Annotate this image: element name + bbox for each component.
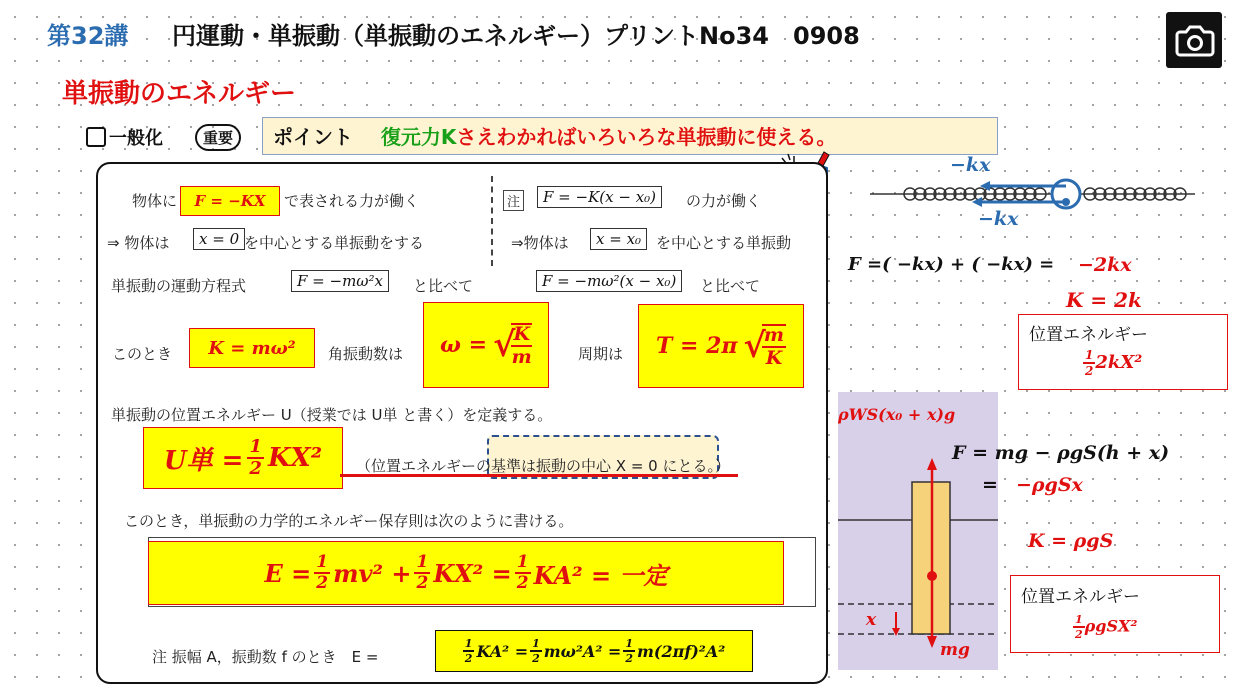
period-label: 周期は	[578, 345, 624, 363]
omega-lhs: ω =	[440, 332, 488, 358]
k-equation: K = mω²	[189, 328, 315, 368]
half-num-a1: 1	[464, 637, 473, 650]
half-num-a2: 1	[532, 637, 540, 650]
buoyant-force-label: ρWS(x₀ + x)g	[838, 405, 956, 424]
spring-pe-label: 位置エネルギー	[1029, 325, 1148, 345]
half-den-2: 2	[416, 573, 429, 593]
center-prefix: ⇒ 物体は	[107, 234, 170, 252]
u-rhs: KX²	[267, 443, 323, 473]
amplitude-equation-box	[435, 630, 753, 672]
force-equation: F = −KX	[180, 186, 280, 216]
spring-pe-den: 2	[1085, 364, 1094, 378]
kx-bottom-label: −kx	[978, 208, 1019, 230]
buoyancy-pe-label: 位置エネルギー	[1021, 587, 1140, 607]
potential-definition: 単振動の位置エネルギー U（授業では U単 と書く）を定義する。	[111, 406, 553, 424]
center-equation: x = 0	[193, 228, 245, 250]
spring-force-result: −2kx	[1078, 254, 1132, 276]
half-den-3: 2	[516, 573, 529, 593]
omega-denominator: m	[511, 346, 532, 368]
buoyancy-force-eq: F = mg − ρgS(h + x)	[952, 442, 1170, 464]
center2-equation: x = x₀	[590, 228, 647, 250]
force-prefix: 物体に	[132, 192, 178, 210]
center2-suffix: を中心とする単振動	[656, 234, 792, 252]
energy-potential: KX² =	[433, 558, 512, 588]
half-den-a1: 2	[464, 652, 473, 665]
amplitude-note: 注 振幅 A，振動数 f のとき E =	[152, 648, 379, 666]
note-mark: 注	[503, 190, 524, 211]
buoyancy-pe-den: 2	[1075, 628, 1083, 641]
motion-label: 単振動の運動方程式	[111, 277, 247, 295]
center2-prefix: ⇒物体は	[511, 234, 569, 252]
point-red-text: さえわかればいろいろな単振動に使える。	[456, 125, 837, 149]
u-denominator: 2	[249, 458, 262, 479]
spring-k-result: K = 2k	[1066, 288, 1142, 312]
energy-kinetic: mv² +	[333, 558, 412, 588]
amp-part2: mω²A² =	[543, 641, 622, 661]
potential-note: （位置エネルギーの基準は振動の中心 X = 0 にとる。）	[356, 457, 730, 475]
red-underline	[340, 474, 738, 477]
camera-icon[interactable]	[1166, 12, 1222, 68]
buoyancy-force-result: −ρgSx	[1016, 474, 1083, 496]
general-label: 一般化	[109, 128, 163, 149]
period-numerator: m	[763, 324, 784, 346]
u-lhs: U単 =	[163, 445, 244, 476]
section-title: 単振動のエネルギー	[62, 79, 297, 109]
point-banner	[262, 117, 998, 155]
half-num-3: 1	[516, 552, 529, 572]
spring-pe-box	[1018, 314, 1228, 390]
mg-label: mg	[940, 640, 970, 660]
half-num-1: 1	[316, 552, 329, 572]
buoyancy-equals: =	[982, 474, 998, 496]
spring-diagram	[870, 162, 1200, 236]
spring-pe-rhs: 2kX²	[1095, 352, 1143, 373]
x-label: x	[866, 610, 877, 630]
half-den-a2: 2	[532, 652, 540, 665]
u-equation-box	[143, 427, 343, 489]
angular-label: 角振動数は	[328, 345, 404, 363]
spring-pe-formula	[1083, 349, 1142, 377]
half-den-1: 2	[316, 573, 329, 593]
buoyancy-pe-box	[1010, 575, 1220, 653]
lecture-number: 第32講	[47, 22, 129, 50]
important-badge: 重要	[195, 124, 241, 151]
half-num-2: 1	[416, 552, 429, 572]
konotoki-label: このとき	[112, 345, 173, 363]
buoyancy-diagram	[838, 392, 1008, 674]
energy-equation-box	[148, 541, 784, 605]
buoyancy-pe-num: 1	[1075, 613, 1083, 626]
center-suffix: を中心とする単振動をする	[244, 234, 425, 252]
point-label: ポイント	[273, 125, 353, 149]
amp-part1: KA² =	[476, 641, 529, 661]
motion-compare: と比べて	[413, 277, 474, 295]
omega-box: ω = √ $\frac{K}{m}$	[423, 302, 549, 388]
amp-part3: m(2πf)²A²	[636, 641, 726, 661]
note-suffix: の力が働く	[686, 192, 762, 210]
motion2-equation: F = −mω²(x − x₀)	[536, 270, 682, 292]
period-box: T = 2π √ $\frac{m}{K}$	[638, 304, 804, 388]
column-divider	[491, 176, 493, 266]
period-lhs: T = 2π	[655, 333, 738, 359]
page-title: 円運動・単振動（単振動のエネルギー）プリントNo34 0908	[172, 22, 860, 50]
conservation-text: このとき，単振動の力学的エネルギー保存則は次のように書ける。	[124, 512, 574, 530]
buoyancy-k-result: K = ρgS	[1028, 530, 1114, 552]
general-heading	[86, 124, 163, 150]
motion-equation: F = −mω²x	[291, 270, 389, 292]
half-den-a3: 2	[625, 652, 633, 665]
energy-constant: KA² = 一定	[533, 560, 668, 590]
energy-lhs: E =	[264, 558, 312, 588]
period-denominator: K	[765, 347, 783, 369]
buoyancy-pe-formula	[1073, 614, 1137, 640]
spring-pe-num: 1	[1085, 348, 1094, 362]
omega-numerator: K	[513, 323, 530, 345]
motion2-compare: と比べて	[700, 277, 761, 295]
point-green-text: 復元力K	[380, 125, 457, 149]
spring-force-sum: F =( −kx) + ( −kx) =	[848, 254, 1055, 275]
u-numerator: 1	[249, 436, 262, 457]
half-num-a3: 1	[625, 637, 633, 650]
buoyancy-pe-rhs: ρgSX²	[1084, 616, 1138, 636]
force-suffix: で表される力が働く	[284, 192, 420, 210]
note-equation: F = −K(x − x₀)	[537, 186, 662, 208]
kx-top-label: −kx	[950, 154, 991, 176]
